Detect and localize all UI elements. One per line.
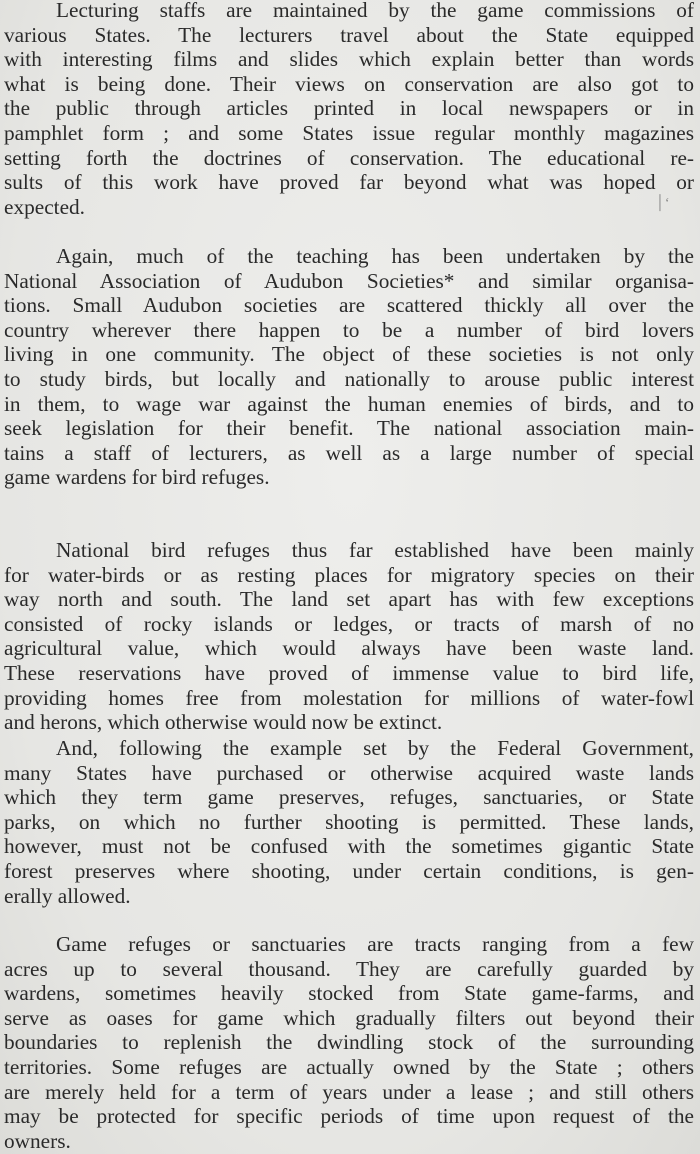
text-line: are merely held for a term of years under a lease ; and still others <box>4 1079 694 1104</box>
text-line: expected. <box>4 194 85 219</box>
text-line: game wardens for bird refuges. <box>4 465 270 490</box>
text-line: living in one community. The object of these societies is not only <box>4 342 694 367</box>
text-line: many States have purchased or otherwise acquired waste lands <box>4 760 694 785</box>
paragraph-audubon-societies <box>4 244 694 490</box>
text-line: acres up to several thousand. They are carefully guarded by <box>4 956 694 981</box>
text-line: agricultural value, which would always have been waste land. <box>4 636 694 661</box>
text-line: what is being done. Their views on conservation are also got to <box>4 71 694 96</box>
text-line: setting forth the doctrines of conservation. The educational re- <box>4 145 694 170</box>
text-line: National Association of Audubon Societies* and similar organisa- <box>4 268 694 293</box>
text-line: Lecturing staffs are maintained by the game commissions of <box>56 0 694 22</box>
text-line: Again, much of the teaching has been undertaken by the <box>56 244 694 268</box>
text-line: the public through articles printed in local newspapers or in <box>4 96 694 121</box>
text-line: wardens, sometimes heavily stocked from State game-farms, and <box>4 981 694 1006</box>
text-line: country wherever there happen to be a number of bird lovers <box>4 317 694 342</box>
ink-speck: │ʻ <box>655 196 670 211</box>
text-line: which they term game preserves, refuges, sanctuaries, or State <box>4 785 694 810</box>
text-line: territories. Some refuges are actually owned by the State ; others <box>4 1054 694 1079</box>
text-line: however, must not be confused with the sometimes gigantic State <box>4 834 694 859</box>
text-line: may be protected for specific periods of time upon request of the <box>4 1104 694 1129</box>
text-line: owners. <box>4 1128 71 1153</box>
text-line: boundaries to replenish the dwindling stock of the surrounding <box>4 1030 694 1055</box>
text-line: Game refuges or sanctuaries are tracts ranging from a few <box>56 932 694 956</box>
text-line: in them, to wage war against the human enemies of birds, and to <box>4 391 694 416</box>
text-line: National bird refuges thus far established have been mainly <box>56 538 694 562</box>
text-line: to study birds, but locally and nationally to arouse public interest <box>4 366 694 391</box>
text-line: and herons, which otherwise would now be extinct. <box>4 710 443 735</box>
text-line: tains a staff of lecturers, as well as a large number of special <box>4 440 694 465</box>
paragraph-lecturing-staffs <box>4 0 694 219</box>
text-line: way north and south. The land set apart has with few exceptions <box>4 587 694 612</box>
text-line: with interesting films and slides which explain better than words <box>4 47 694 72</box>
text-line: forest preserves where shooting, under certain conditions, is gen- <box>4 858 694 883</box>
text-line: These reservations have proved of immense value to bird life, <box>4 660 694 685</box>
text-line: various States. The lecturers travel about the State equipped <box>4 22 694 47</box>
paragraph-game-refuges-sanctuaries <box>4 932 694 1153</box>
text-line: erally allowed. <box>4 883 131 908</box>
text-line: seek legislation for their benefit. The national association main- <box>4 416 694 441</box>
text-line: And, following the example set by the Federal Government, <box>56 736 694 760</box>
text-line: providing homes free from molestation for millions of water-fowl <box>4 685 694 710</box>
paragraph-national-bird-refuges <box>4 538 694 735</box>
text-line: parks, on which no further shooting is permitted. These lands, <box>4 809 694 834</box>
text-line: consisted of rocky islands or ledges, or tracts of marsh of no <box>4 611 694 636</box>
text-line: sults of this work have proved far beyond what was hoped or <box>4 170 694 195</box>
text-line: tions. Small Audubon societies are scattered thickly all over the <box>4 293 694 318</box>
text-line: for water-birds or as resting places for migratory species on their <box>4 562 694 587</box>
text-line: serve as oases for game which gradually filters out beyond their <box>4 1005 694 1030</box>
text-line: pamphlet form ; and some States issue regular monthly magazines <box>4 120 694 145</box>
paragraph-state-game-preserves <box>4 736 694 908</box>
